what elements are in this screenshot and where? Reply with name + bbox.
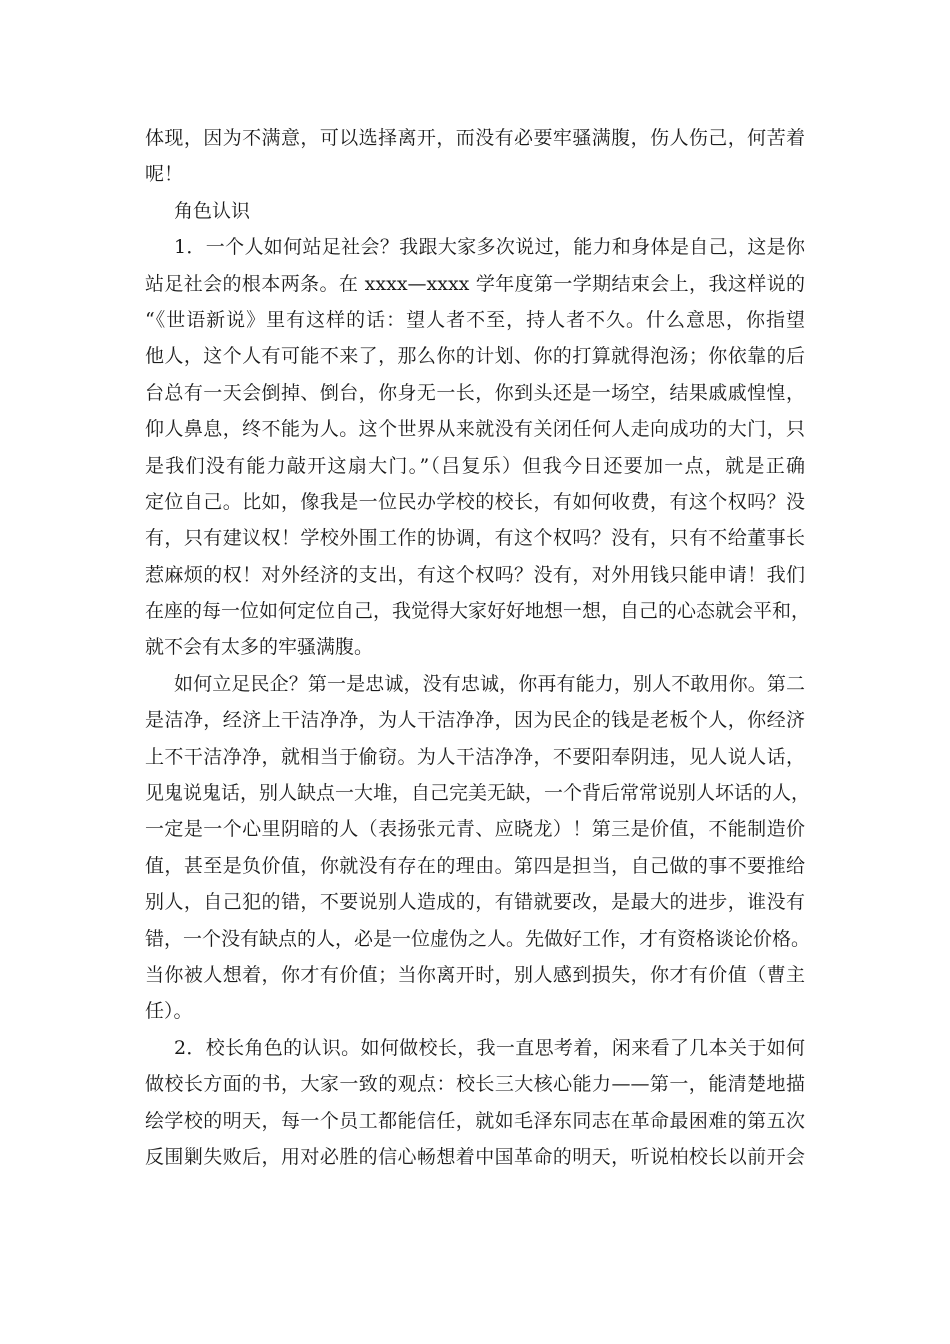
text-line: 在座的每一位如何定位自己，我觉得大家好好地想一想，自己的心态就会平和， [145,600,811,623]
text-line: 台总有一天会倒掉、倒台，你身无一长，你到头还是一场空，结果戚戚惶惶， [145,381,805,404]
text-line: 是我们没有能力敲开这扇大门。”（吕复乐）但我今日还要加一点，就是正确 [145,454,805,477]
text-line: 体现，因为不满意，可以选择离开，而没有必要牢骚满腹，伤人伤己，何苦着 [145,127,805,149]
text-line: 做校长方面的书，大家一致的观点：校长三大核心能力——第一，能清楚地描 [145,1073,805,1096]
text-line: 别人，自己犯的错，不要说别人造成的，有错就要改，是最大的进步，谁没有 [145,891,805,914]
text-line: 就不会有太多的牢骚满腹。 [145,636,374,659]
text-line: 如何立足民企？第一是忠诚，没有忠诚，你再有能力，别人不敢用你。第二 [174,672,805,695]
text-line: 惹麻烦的权！对外经济的支出，有这个权吗？没有，对外用钱只能申请！我们 [145,563,805,586]
text-line: 定位自己。比如，像我是一位民办学校的校长，有如何收费，有这个权吗？没 [145,490,805,513]
text-line: 有，只有建议权！学校外围工作的协调，有这个权吗？没有，只有不给董事长 [145,527,805,550]
text-line: 1．一个人如何站足社会？我跟大家多次说过，能力和身体是自己，这是你 [174,236,805,259]
text-line: “《世语新说》里有这样的话：望人者不至，持人者不久。什么意思，你指望 [145,308,805,331]
text-line: 呢！ [145,163,184,186]
text-line: 反围剿失败后，用对必胜的信心畅想着中国革命的明天，听说柏校长以前开会 [145,1145,805,1168]
text-line: 上不干洁净净，就相当于偷窃。为人干洁净净，不要阳奉阴违，见人说人话， [145,745,805,768]
document-body [145,120,811,1175]
text-line: 值，甚至是负价值，你就没有存在的理由。第四是担当，自己做的事不要推给 [145,854,805,877]
text-line: 2．校长角色的认识。如何做校长，我一直思考着，闲来看了几本关于如何 [174,1036,805,1059]
text-line: 任）。 [145,1000,193,1023]
text-line: 见鬼说鬼话，别人缺点一大堆，自己完美无缺，一个背后常常说别人坏话的人， [145,782,811,805]
text-line: 绘学校的明天，每一个员工都能信任，就如毛泽东同志在革命最困难的第五次 [145,1109,805,1132]
text-line: 仰人鼻息，终不能为人。这个世界从来就没有关闭任何人走向成功的大门，只 [145,418,805,441]
text-line: 一定是一个心里阴暗的人（表扬张元青、应晓龙）！第三是价值，不能制造价 [145,818,805,841]
section-heading: 角色认识 [174,199,251,222]
text-line: 错，一个没有缺点的人，必是一位虚伪之人。先做好工作，才有资格谈论价格。 [145,927,811,950]
text-line: 是洁净，经济上干洁净净，为人干洁净净，因为民企的钱是老板个人，你经济 [145,709,805,732]
text-line: 他人，这个人有可能不来了，那么你的计划、你的打算就得泡汤；你依靠的后 [145,345,805,368]
text-line: 当你被人想着，你才有价值；当你离开时，别人感到损失，你才有价值（曹主 [145,963,805,986]
text-line: 站足社会的根本两条。在 xxxx—xxxx 学年度第一学期结束会上，我这样说的 [145,272,805,295]
